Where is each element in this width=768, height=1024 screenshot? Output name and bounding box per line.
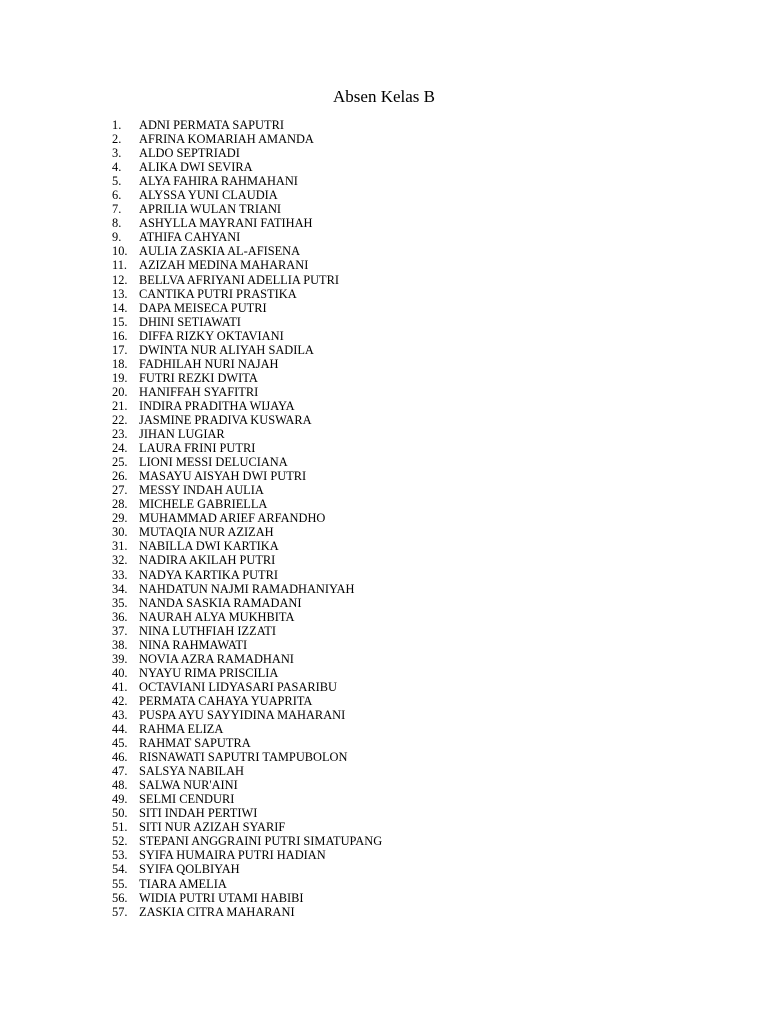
list-item-number: 9.: [112, 230, 122, 245]
list-item: [112, 483, 382, 497]
list-item: [112, 877, 382, 891]
list-item-number: 7.: [112, 202, 122, 217]
list-item-number: 46.: [112, 750, 128, 765]
student-name: HANIFFAH SYAFITRI: [139, 384, 259, 399]
student-name: DHINI SETIAWATI: [139, 314, 241, 329]
student-name: NADIRA AKILAH PUTRI: [139, 553, 276, 568]
list-item: [112, 610, 382, 624]
list-item-number: 56.: [112, 890, 128, 905]
list-item-number: 36.: [112, 609, 128, 624]
list-item: [112, 230, 382, 244]
list-item-number: 21.: [112, 398, 128, 413]
student-name: STEPANI ANGGRAINI PUTRI SIMATUPANG: [139, 834, 383, 849]
student-name: ZASKIA CITRA MAHARANI: [139, 904, 295, 919]
student-name: MASAYU AISYAH DWI PUTRI: [139, 469, 307, 484]
student-name: MUTAQIA NUR AZIZAH: [139, 525, 274, 540]
list-item: [112, 399, 382, 413]
student-name: PUSPA AYU SAYYIDINA MAHARANI: [139, 707, 346, 722]
list-item-number: 1.: [112, 118, 122, 132]
student-name: NABILLA DWI KARTIKA: [139, 539, 279, 554]
list-item-number: 24.: [112, 441, 128, 456]
list-item-number: 18.: [112, 356, 128, 371]
list-item-number: 10.: [112, 244, 128, 259]
student-name: SYIFA HUMAIRA PUTRI HADIAN: [139, 848, 326, 863]
list-item: [112, 287, 382, 301]
list-item: [112, 708, 382, 722]
list-item: [112, 834, 382, 848]
list-item-number: 19.: [112, 370, 128, 385]
list-item: [112, 441, 382, 455]
student-name: TIARA AMELIA: [139, 876, 227, 891]
student-name: ALIKA DWI SEVIRA: [139, 160, 253, 175]
list-item-number: 11.: [112, 258, 128, 273]
list-item: [112, 539, 382, 553]
student-name: SALWA NUR'AINI: [139, 778, 238, 793]
student-name: RAHMA ELIZA: [139, 722, 224, 737]
student-name: AFRINA KOMARIAH AMANDA: [139, 132, 314, 147]
student-name: NADYA KARTIKA PUTRI: [139, 567, 278, 582]
student-name: CANTIKA PUTRI PRASTIKA: [139, 286, 297, 301]
list-item: [112, 385, 382, 399]
list-item: [112, 736, 382, 750]
list-item-number: 39.: [112, 651, 128, 666]
student-name: INDIRA PRADITHA WIJAYA: [139, 398, 295, 413]
list-item-number: 28.: [112, 497, 128, 512]
student-name: RAHMAT SAPUTRA: [139, 736, 251, 751]
student-name: ADNI PERMATA SAPUTRI: [139, 118, 284, 132]
student-name: AZIZAH MEDINA MAHARANI: [139, 258, 309, 273]
list-item-number: 51.: [112, 820, 128, 835]
student-name: SITI INDAH PERTIWI: [139, 806, 258, 821]
list-item: [112, 638, 382, 652]
list-item-number: 26.: [112, 469, 128, 484]
list-item: [112, 792, 382, 806]
list-item: [112, 582, 382, 596]
student-name: MICHELE GABRIELLA: [139, 497, 268, 512]
list-item: [112, 244, 382, 258]
student-name: APRILIA WULAN TRIANI: [139, 202, 282, 217]
list-item-number: 34.: [112, 581, 128, 596]
list-item: [112, 652, 382, 666]
student-name: OCTAVIANI LIDYASARI PASARIBU: [139, 679, 337, 694]
student-name: NINA RAHMAWATI: [139, 637, 248, 652]
list-item: [112, 273, 382, 287]
list-item-number: 16.: [112, 328, 128, 343]
list-item: [112, 132, 382, 146]
list-item: [112, 764, 382, 778]
student-name: ALDO SEPTRIADI: [139, 146, 240, 161]
student-name: WIDIA PUTRI UTAMI HABIBI: [139, 890, 304, 905]
list-item: [112, 848, 382, 862]
list-item-number: 6.: [112, 188, 122, 203]
list-item-number: 53.: [112, 848, 128, 863]
list-item-number: 3.: [112, 146, 122, 161]
list-item: [112, 343, 382, 357]
list-item-number: 41.: [112, 679, 128, 694]
list-item: [112, 455, 382, 469]
student-name: FADHILAH NURI NAJAH: [139, 356, 279, 371]
list-item: [112, 329, 382, 343]
document-title: Absen Kelas B: [333, 87, 435, 106]
list-item: [112, 694, 382, 708]
list-item-number: 15.: [112, 314, 128, 329]
list-item-number: 45.: [112, 736, 128, 751]
list-item-number: 13.: [112, 286, 128, 301]
list-item-number: 17.: [112, 342, 128, 357]
list-item-number: 4.: [112, 160, 122, 175]
list-item: [112, 146, 382, 160]
student-name: NOVIA AZRA RAMADHANI: [139, 651, 294, 666]
list-item: [112, 820, 382, 834]
list-item: [112, 553, 382, 567]
list-item-number: 37.: [112, 623, 128, 638]
list-item: [112, 315, 382, 329]
list-item: [112, 511, 382, 525]
list-item-number: 35.: [112, 595, 128, 610]
student-name: BELLVA AFRIYANI ADELLIA PUTRI: [139, 272, 339, 287]
list-item-number: 50.: [112, 806, 128, 821]
list-item-number: 30.: [112, 525, 128, 540]
list-item: [112, 497, 382, 511]
list-item-number: 20.: [112, 384, 128, 399]
student-name: DAPA MEISECA PUTRI: [139, 300, 267, 315]
student-name: NAHDATUN NAJMI RAMADHANIYAH: [139, 581, 355, 596]
student-name: DWINTA NUR ALIYAH SADILA: [139, 342, 314, 357]
student-name: SYIFA QOLBIYAH: [139, 862, 240, 877]
list-item-number: 5.: [112, 174, 122, 189]
list-item-number: 31.: [112, 539, 128, 554]
list-item-number: 43.: [112, 707, 128, 722]
student-name: NINA LUTHFIAH IZZATI: [139, 623, 276, 638]
list-item-number: 25.: [112, 455, 128, 470]
list-item: [112, 413, 382, 427]
list-item-number: 27.: [112, 483, 128, 498]
list-item-number: 52.: [112, 834, 128, 849]
student-name: MESSY INDAH AULIA: [139, 483, 264, 498]
list-item: [112, 891, 382, 905]
list-item-number: 2.: [112, 132, 122, 147]
student-name: MUHAMMAD ARIEF ARFANDHO: [139, 511, 326, 526]
student-name: FUTRI REZKI DWITA: [139, 370, 258, 385]
list-item-number: 47.: [112, 764, 128, 779]
list-item: [112, 216, 382, 230]
list-item-number: 49.: [112, 792, 128, 807]
student-name: JIHAN LUGIAR: [139, 427, 225, 442]
student-name: SALSYA NABILAH: [139, 764, 244, 779]
list-item: [112, 905, 382, 919]
list-item-number: 54.: [112, 862, 128, 877]
list-item: [112, 722, 382, 736]
student-name: NANDA SASKIA RAMADANI: [139, 595, 302, 610]
list-item: [112, 666, 382, 680]
list-item: [112, 427, 382, 441]
list-item-number: 8.: [112, 216, 122, 231]
list-item-number: 44.: [112, 722, 128, 737]
list-item: [112, 750, 382, 764]
student-list: [112, 118, 382, 919]
student-name: SITI NUR AZIZAH SYARIF: [139, 820, 286, 835]
list-item: [112, 778, 382, 792]
student-name: ASHYLLA MAYRANI FATIHAH: [139, 216, 313, 231]
student-name: ALYA FAHIRA RAHMAHANI: [139, 174, 298, 189]
list-item: [112, 357, 382, 371]
list-item-number: 12.: [112, 272, 128, 287]
student-name: SELMI CENDURI: [139, 792, 235, 807]
student-name: LIONI MESSI DELUCIANA: [139, 455, 288, 470]
list-item: [112, 680, 382, 694]
list-item-number: 40.: [112, 665, 128, 680]
list-item-number: 55.: [112, 876, 128, 891]
student-name: ALYSSA YUNI CLAUDIA: [139, 188, 278, 203]
student-name: ATHIFA CAHYANI: [139, 230, 241, 245]
list-item-number: 14.: [112, 300, 128, 315]
student-name: NYAYU RIMA PRISCILIA: [139, 665, 279, 680]
list-item: [112, 806, 382, 820]
student-name: LAURA FRINI PUTRI: [139, 441, 256, 456]
list-item: [112, 188, 382, 202]
list-item-number: 48.: [112, 778, 128, 793]
list-item-number: 42.: [112, 693, 128, 708]
list-item: [112, 202, 382, 216]
list-item: [112, 371, 382, 385]
student-name: NAURAH ALYA MUKHBITA: [139, 609, 295, 624]
student-name: DIFFA RIZKY OKTAVIANI: [139, 328, 284, 343]
list-item: [112, 862, 382, 876]
student-name: AULIA ZASKIA AL-AFISENA: [139, 244, 301, 259]
list-item: [112, 469, 382, 483]
list-item-number: 23.: [112, 427, 128, 442]
list-item: [112, 174, 382, 188]
list-item: [112, 258, 382, 272]
list-item: [112, 301, 382, 315]
list-item: [112, 160, 382, 174]
list-item-number: 22.: [112, 412, 128, 427]
student-name: PERMATA CAHAYA YUAPRITA: [139, 693, 313, 708]
list-item: [112, 118, 382, 132]
list-item-number: 29.: [112, 511, 128, 526]
student-name: RISNAWATI SAPUTRI TAMPUBOLON: [139, 750, 348, 765]
list-item-number: 38.: [112, 637, 128, 652]
list-item: [112, 596, 382, 610]
list-item: [112, 525, 382, 539]
list-item: [112, 624, 382, 638]
list-item-number: 57.: [112, 904, 128, 919]
list-item-number: 33.: [112, 567, 128, 582]
list-item: [112, 568, 382, 582]
student-name: JASMINE PRADIVA KUSWARA: [139, 412, 312, 427]
list-item-number: 32.: [112, 553, 128, 568]
